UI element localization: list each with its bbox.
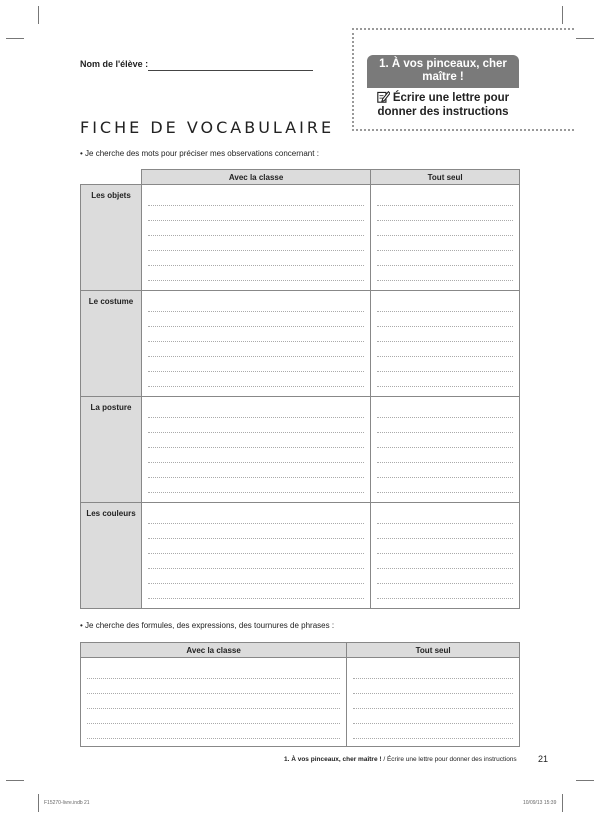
writing-line xyxy=(353,724,513,739)
writing-line xyxy=(148,539,364,554)
writing-line xyxy=(377,418,513,433)
writing-line xyxy=(377,524,513,539)
answer-cell[interactable] xyxy=(371,397,520,503)
writing-line xyxy=(377,448,513,463)
writing-line xyxy=(148,372,364,387)
writing-line xyxy=(148,569,364,584)
crop-mark xyxy=(6,780,24,781)
answer-cell[interactable] xyxy=(81,658,347,747)
footer-chapter xyxy=(284,756,517,763)
writing-line xyxy=(148,463,364,478)
writing-line xyxy=(377,236,513,251)
writing-line xyxy=(148,584,364,599)
writing-line xyxy=(87,724,340,739)
chapter-subtitle-text: Écrire une lettre pour donner des instructions xyxy=(377,92,510,118)
writing-line xyxy=(148,221,364,236)
writing-line xyxy=(148,509,364,524)
writing-line xyxy=(353,679,513,694)
writing-line xyxy=(87,694,340,709)
answer-cell[interactable] xyxy=(142,185,371,291)
answer-cell[interactable] xyxy=(142,503,371,609)
writing-line xyxy=(148,206,364,221)
footer-chapter-rest: / Écrire une lettre pour donner des instructions xyxy=(381,756,517,763)
column-header: Avec la classe xyxy=(142,170,371,185)
crop-mark xyxy=(38,794,39,812)
column-header: Tout seul xyxy=(347,643,520,658)
table-row xyxy=(81,397,520,503)
pencil-paper-icon xyxy=(377,90,390,103)
column-header: Avec la classe xyxy=(81,643,347,658)
writing-line xyxy=(377,191,513,206)
writing-line xyxy=(148,327,364,342)
crop-mark xyxy=(562,6,563,24)
writing-line xyxy=(148,448,364,463)
writing-line xyxy=(377,539,513,554)
writing-line xyxy=(148,357,364,372)
writing-line xyxy=(148,312,364,327)
section2-intro: • Je cherche des formules, des expressions, des tournures de phrases : xyxy=(80,621,335,630)
row-header: Les objets xyxy=(81,185,142,291)
writing-line xyxy=(148,433,364,448)
writing-line xyxy=(148,236,364,251)
writing-line xyxy=(377,372,513,387)
print-slug: F15270-livre.indb 21 xyxy=(44,800,90,806)
page-number: 21 xyxy=(538,754,549,764)
writing-line xyxy=(148,403,364,418)
writing-line xyxy=(148,266,364,281)
writing-line xyxy=(87,664,340,679)
writing-line xyxy=(377,327,513,342)
answer-cell[interactable] xyxy=(347,658,520,747)
student-name-label: Nom de l'élève : xyxy=(80,59,149,69)
writing-line xyxy=(377,206,513,221)
writing-line xyxy=(148,251,364,266)
writing-line xyxy=(377,509,513,524)
writing-line xyxy=(148,478,364,493)
writing-line xyxy=(377,478,513,493)
writing-line xyxy=(148,418,364,433)
writing-line xyxy=(353,709,513,724)
table-row xyxy=(81,291,520,397)
row-header: La posture xyxy=(81,397,142,503)
table-row xyxy=(81,503,520,609)
answer-cell[interactable] xyxy=(371,291,520,397)
writing-line xyxy=(353,664,513,679)
writing-line xyxy=(148,554,364,569)
answer-cell[interactable] xyxy=(371,185,520,291)
corner-cell xyxy=(81,170,142,185)
vocabulary-table xyxy=(80,169,520,609)
crop-mark xyxy=(576,780,594,781)
writing-line xyxy=(353,694,513,709)
writing-line xyxy=(87,679,340,694)
writing-line xyxy=(377,463,513,478)
chapter-subtitle xyxy=(367,90,519,119)
table-row xyxy=(81,185,520,291)
writing-line xyxy=(377,266,513,281)
table-row xyxy=(81,658,520,747)
section1-intro: • Je cherche des mots pour préciser mes observations concernant : xyxy=(80,149,319,158)
writing-line xyxy=(377,433,513,448)
writing-line xyxy=(148,191,364,206)
row-header: Les couleurs xyxy=(81,503,142,609)
writing-line xyxy=(148,524,364,539)
writing-line xyxy=(377,312,513,327)
crop-mark xyxy=(6,38,24,39)
expressions-table xyxy=(80,642,520,747)
writing-line xyxy=(377,554,513,569)
print-date: 10/09/13 15:39 xyxy=(523,800,557,806)
crop-mark xyxy=(576,38,594,39)
answer-cell[interactable] xyxy=(142,397,371,503)
row-header: Le costume xyxy=(81,291,142,397)
crop-mark xyxy=(38,6,39,24)
writing-line xyxy=(377,297,513,312)
writing-line xyxy=(377,584,513,599)
answer-cell[interactable] xyxy=(371,503,520,609)
crop-mark xyxy=(562,794,563,812)
footer-chapter-title: 1. À vos pinceaux, cher maître ! xyxy=(284,756,382,763)
student-name-field[interactable] xyxy=(148,70,313,71)
writing-line xyxy=(148,297,364,312)
page-title: FICHE DE VOCABULAIRE xyxy=(80,118,335,137)
writing-line xyxy=(377,403,513,418)
writing-line xyxy=(87,709,340,724)
writing-line xyxy=(377,251,513,266)
writing-line xyxy=(148,342,364,357)
writing-line xyxy=(377,569,513,584)
chapter-tag: 1. À vos pinceaux, cher maître ! xyxy=(367,55,519,88)
writing-line xyxy=(377,221,513,236)
writing-line xyxy=(377,342,513,357)
column-header: Tout seul xyxy=(371,170,520,185)
answer-cell[interactable] xyxy=(142,291,371,397)
writing-line xyxy=(377,357,513,372)
